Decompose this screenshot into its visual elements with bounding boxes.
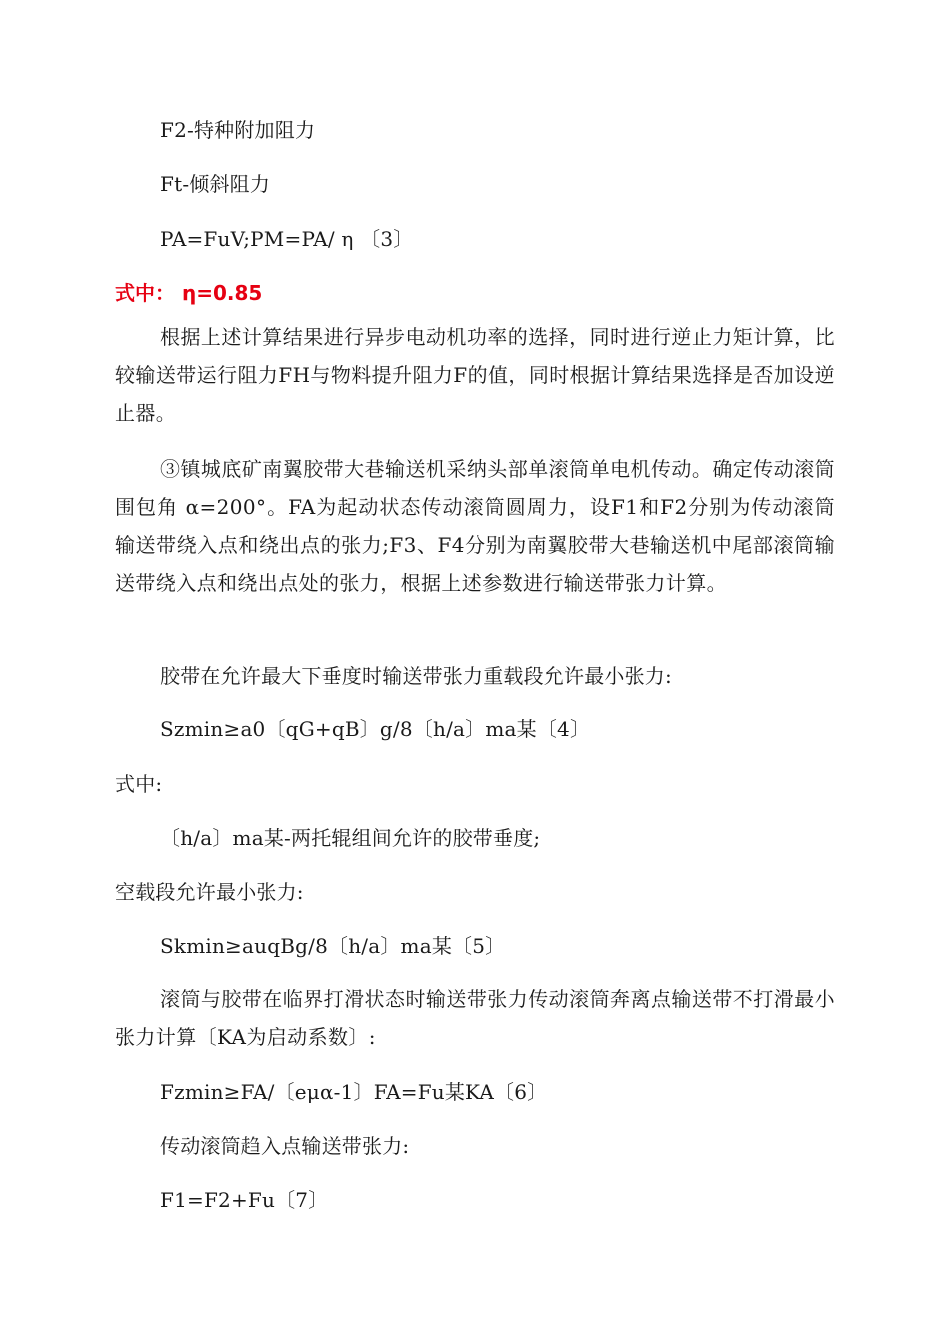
sag-definition: 〔h/a〕ma某-两托辊组间允许的胶带垂度; bbox=[160, 826, 541, 850]
paragraph-drive-pulley: ③镇城底矿南翼胶带大巷输送机采纳头部单滚筒单电机传动。确定传动滚筒围包角 α=200°。FA为起动状态传动滚筒圆周力，设F1和F2分别为传动滚筒输送带绕入点和绕出点的张力;F3、F4分别为南翼胶带大巷输送机中尾部滚筒输送带绕入点和绕出点处的张力，根据上述参数进行输送带张力计算。 bbox=[115, 457, 835, 595]
formula-3: PA=FuV;PM=PA/ η 〔3〕 bbox=[160, 227, 414, 251]
formula-4: Szmin≥a0〔qG+qB〕g/8〔h/a〕ma某〔4〕 bbox=[160, 717, 591, 741]
where-eta-heading: 式中： η=0.85 bbox=[115, 281, 263, 305]
empty-load-min-tension-label: 空载段允许最小张力: bbox=[115, 880, 304, 904]
entry-point-tension-label: 传动滚筒趋入点输送带张力: bbox=[160, 1134, 410, 1158]
f2-definition: F2-特种附加阻力 bbox=[160, 118, 316, 142]
paragraph-slip-tension: 滚筒与胶带在临界打滑状态时输送带张力传动滚筒奔离点输送带不打滑最小张力计算〔KA为启动系数〕: bbox=[115, 987, 835, 1049]
where-label: 式中: bbox=[115, 772, 163, 796]
formula-7: F1=F2+Fu〔7〕 bbox=[160, 1188, 329, 1212]
paragraph-motor-selection: 根据上述计算结果进行异步电动机功率的选择，同时进行逆止力矩计算，比较输送带运行阻力FH与物料提升阻力F的值，同时根据计算结果选择是否加设逆止器。 bbox=[115, 325, 835, 425]
formula-6: Fzmin≥FA/〔eμα-1〕FA=Fu某KA〔6〕 bbox=[160, 1080, 548, 1104]
ft-definition: Ft-倾斜阻力 bbox=[160, 172, 271, 196]
heavy-load-min-tension-label: 胶带在允许最大下垂度时输送带张力重载段允许最小张力: bbox=[160, 664, 672, 688]
formula-5: Skmin≥auqBg/8〔h/a〕ma某〔5〕 bbox=[160, 934, 506, 958]
